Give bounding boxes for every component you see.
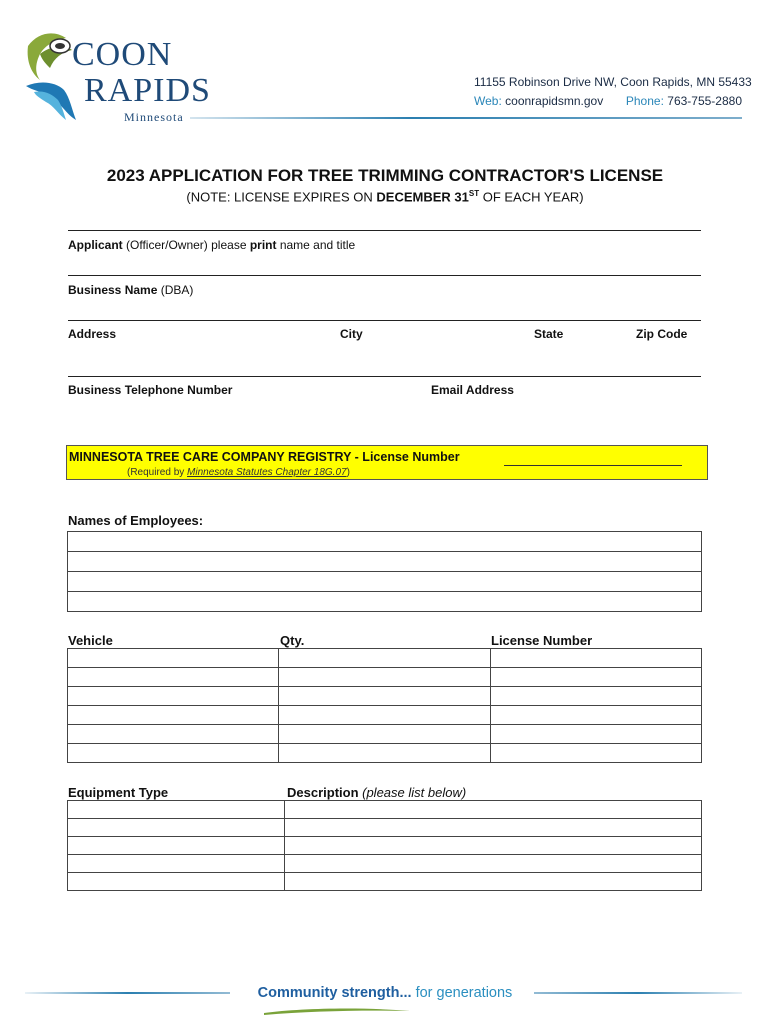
employee-cell[interactable] (68, 592, 702, 612)
green-swoosh-icon (262, 1006, 412, 1016)
vehicle-cell[interactable] (68, 668, 279, 687)
expiry-note (0, 189, 770, 204)
employee-row (68, 552, 702, 572)
registry-sub-suffix: ) (346, 467, 350, 478)
tagline-strong: Community strength... (257, 985, 412, 1001)
business-name-label-bold: Business Name (68, 283, 158, 297)
vehicle-row (68, 744, 702, 763)
vehicle-cell[interactable] (490, 649, 701, 668)
employee-cell[interactable] (68, 532, 702, 552)
address-label: Address (68, 327, 117, 341)
logo-word-minnesota: Minnesota (124, 110, 184, 124)
business-name-line[interactable] (68, 275, 701, 276)
vehicle-cell[interactable] (279, 744, 490, 763)
contact-line (474, 94, 742, 108)
employees-label: Names of Employees: (68, 513, 204, 528)
vehicle-row (68, 687, 702, 706)
vehicle-cell[interactable] (68, 706, 279, 725)
equipment-cell[interactable] (68, 873, 285, 891)
vehicle-row (68, 668, 702, 687)
note-suffix: OF EACH YEAR) (479, 189, 584, 205)
equipment-cell[interactable] (68, 837, 285, 855)
address-line[interactable] (68, 320, 701, 321)
vehicle-cell[interactable] (279, 649, 490, 668)
equipment-cell[interactable] (284, 819, 701, 837)
form-title: 2023 APPLICATION FOR TREE TRIMMING CONTRACTOR'S LICENSE (106, 166, 664, 185)
tagline-soft: for generations (411, 985, 513, 1001)
vehicle-cell[interactable] (490, 687, 701, 706)
equipment-row (68, 855, 702, 873)
employee-row (68, 572, 702, 592)
web-link[interactable]: coonrapidsmn.gov (505, 94, 604, 108)
vehicle-cell[interactable] (490, 706, 701, 725)
equipment-row (68, 837, 702, 855)
vehicle-cell[interactable] (68, 725, 279, 744)
city-address: 11155 Robinson Drive NW, Coon Rapids, MN 55433 (474, 75, 752, 89)
registry-sub-prefix: (Required by (127, 467, 188, 478)
registry-box (66, 445, 708, 480)
equipment-col-header: Equipment Type (68, 785, 169, 800)
vehicle-cell[interactable] (490, 744, 701, 763)
equipment-cell[interactable] (68, 801, 285, 819)
vehicle-cell[interactable] (68, 687, 279, 706)
equipment-row (68, 801, 702, 819)
business-phone-label: Business Telephone Number (68, 383, 233, 397)
equipment-cell[interactable] (284, 801, 701, 819)
logo-word-rapids: RAPIDS (84, 72, 211, 109)
qty-col-header: Qty. (280, 633, 305, 648)
equipment-cell[interactable] (68, 819, 285, 837)
applicant-label-bold: Applicant (68, 238, 123, 252)
vehicle-cell[interactable] (490, 725, 701, 744)
applicant-label (68, 238, 355, 252)
license-number-blank[interactable] (504, 465, 682, 466)
applicant-label-text: (Officer/Owner) please (122, 238, 250, 252)
description-label: Description (287, 785, 359, 800)
phone-label: Phone: (625, 94, 664, 108)
zip-label: Zip Code (636, 327, 688, 341)
employee-cell[interactable] (68, 572, 702, 592)
description-hint: (please list below) (358, 785, 467, 800)
city-label: City (340, 327, 363, 341)
vehicle-cell[interactable] (279, 725, 490, 744)
applicant-line[interactable] (68, 230, 701, 231)
vehicle-cell[interactable] (279, 668, 490, 687)
statute-link[interactable]: Minnesota Statutes Chapter 18G.07 (187, 467, 347, 478)
web-label: Web: (474, 94, 502, 108)
state-label: State (534, 327, 564, 341)
description-col-header (287, 785, 466, 800)
registry-title: MINNESOTA TREE CARE COMPANY REGISTRY - License Number (69, 450, 460, 464)
equipment-row (68, 873, 702, 891)
note-date: DECEMBER 31 (376, 189, 469, 205)
vehicles-table (67, 648, 702, 763)
business-name-label-text: (DBA) (157, 283, 194, 297)
note-prefix: (NOTE: LICENSE EXPIRES ON (186, 189, 377, 205)
license-number-col-header: License Number (491, 633, 593, 648)
registry-requirement (127, 467, 350, 478)
equipment-row (68, 819, 702, 837)
employees-table (67, 531, 702, 612)
equipment-cell[interactable] (284, 837, 701, 855)
employee-row (68, 532, 702, 552)
vehicle-col-header: Vehicle (68, 633, 113, 648)
vehicle-row (68, 725, 702, 744)
header-divider (190, 117, 742, 119)
vehicle-row (68, 649, 702, 668)
employee-cell[interactable] (68, 552, 702, 572)
vehicle-cell[interactable] (490, 668, 701, 687)
city-logo (20, 28, 211, 124)
vehicle-cell[interactable] (279, 706, 490, 725)
phone-email-line[interactable] (68, 376, 701, 377)
email-label: Email Address (431, 383, 514, 397)
phone-value: 763-755-2880 (667, 94, 742, 108)
equipment-cell[interactable] (284, 873, 701, 891)
equipment-cell[interactable] (284, 855, 701, 873)
note-date-suffix: ST (468, 189, 480, 198)
vehicle-cell[interactable] (68, 744, 279, 763)
phone-contact (626, 94, 742, 108)
employee-row (68, 592, 702, 612)
vehicle-row (68, 706, 702, 725)
vehicle-cell[interactable] (279, 687, 490, 706)
footer-tagline (0, 985, 770, 1001)
equipment-table (67, 800, 702, 891)
vehicle-cell[interactable] (68, 649, 279, 668)
applicant-label-text-2: name and title (276, 238, 356, 252)
equipment-cell[interactable] (68, 855, 285, 873)
business-name-label (68, 283, 193, 297)
applicant-label-print: print (249, 238, 277, 252)
logo-word-coon: COON (72, 36, 173, 73)
